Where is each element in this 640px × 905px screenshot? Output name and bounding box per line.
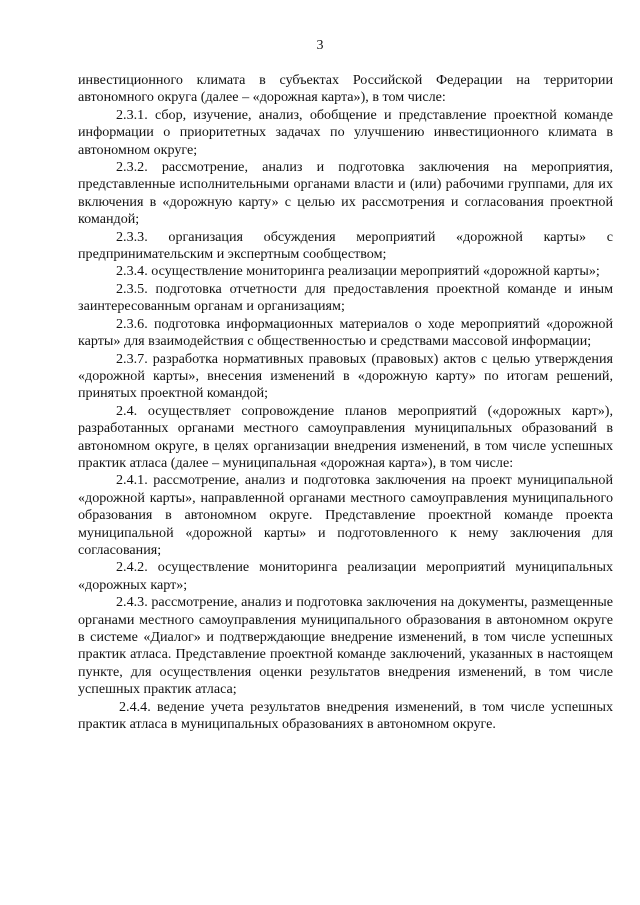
paragraph-2-3-5: 2.3.5. подготовка отчетности для предоставления проектной команде и иным заинтересованным органам и организациям;	[78, 280, 613, 315]
paragraph-2-4-2: 2.4.2. осуществление мониторинга реализации мероприятий муниципальных «дорожных карт»;	[78, 559, 613, 593]
paragraph-2-3-4: 2.3.4. осуществление мониторинга реализации мероприятий «дорожной карты»;	[116, 263, 600, 280]
paragraph-2-3-1: 2.3.1. сбор, изучение, анализ, обобщение и представление проектной команде информации о приоритетных задачах по улучшению инвестиционного климата в автономном округе;	[78, 106, 613, 158]
paragraph-2-4-3: 2.4.3. рассмотрение, анализ и подготовка заключения на документы, размещенные органами местного самоуправления муниципального образования в автономном округе в системе «Диалог» и подтверждающие внедрение изменений, в том числе успешных практик атласа. Представление проектной команде заключений, указанных в настоящем пункте, для осуществления оценки результатов внедрения изменений, в том числе успешных практик атласа;	[78, 594, 613, 698]
paragraph-2-4: 2.4. осуществляет сопровождение планов мероприятий («дорожных карт»), разработанных органами местного самоуправления муниципальных образований в автономном округе, в целях организации внедрения изменений, в том числе успешных практик атласа (далее – муниципальная «дорожная карта»), в том числе:	[78, 402, 613, 471]
paragraph-2-3-2: 2.3.2. рассмотрение, анализ и подготовка заключения на мероприятия, представленные исполнительными органами власти и (или) рабочими группами, для их включения в «дорожную карту» с целью их рассмотрения и согласования проектной командой;	[78, 159, 613, 228]
document-body	[78, 72, 613, 733]
paragraph-2-3-7: 2.3.7. разработка нормативных правовых (правовых) актов с целью утверждения «дорожной карты», внесения изменений в «дорожную карту» по итогам решений, принятых проектной командой;	[78, 350, 613, 402]
page-number: 3	[316, 38, 324, 53]
paragraph-2-3-6: 2.3.6. подготовка информационных материалов о ходе мероприятий «дорожной карты» для взаимодействия с общественностью и средствами массовой информации;	[78, 315, 613, 350]
paragraph-2-4-4: 2.4.4. ведение учета результатов внедрения изменений, в том числе успешных практик атласа в муниципальных образованиях в автономном округе.	[78, 698, 613, 733]
paragraph-continuation: инвестиционного климата в субъектах Российской Федерации на территории автономного округа (далее – «дорожная карта»), в том числе:	[78, 72, 613, 106]
paragraph-2-3-3: 2.3.3. организация обсуждения мероприятий «дорожной карты» с предпринимательским и экспертным сообществом;	[78, 228, 613, 263]
paragraph-2-4-1: 2.4.1. рассмотрение, анализ и подготовка заключения на проект муниципальной «дорожной карты», направленной органами местного самоуправления муниципального образования в автономном округе. Представление проектной команде проекта муниципальной «дорожной карты» и подготовленного к нему заключения для согласования;	[78, 472, 613, 558]
